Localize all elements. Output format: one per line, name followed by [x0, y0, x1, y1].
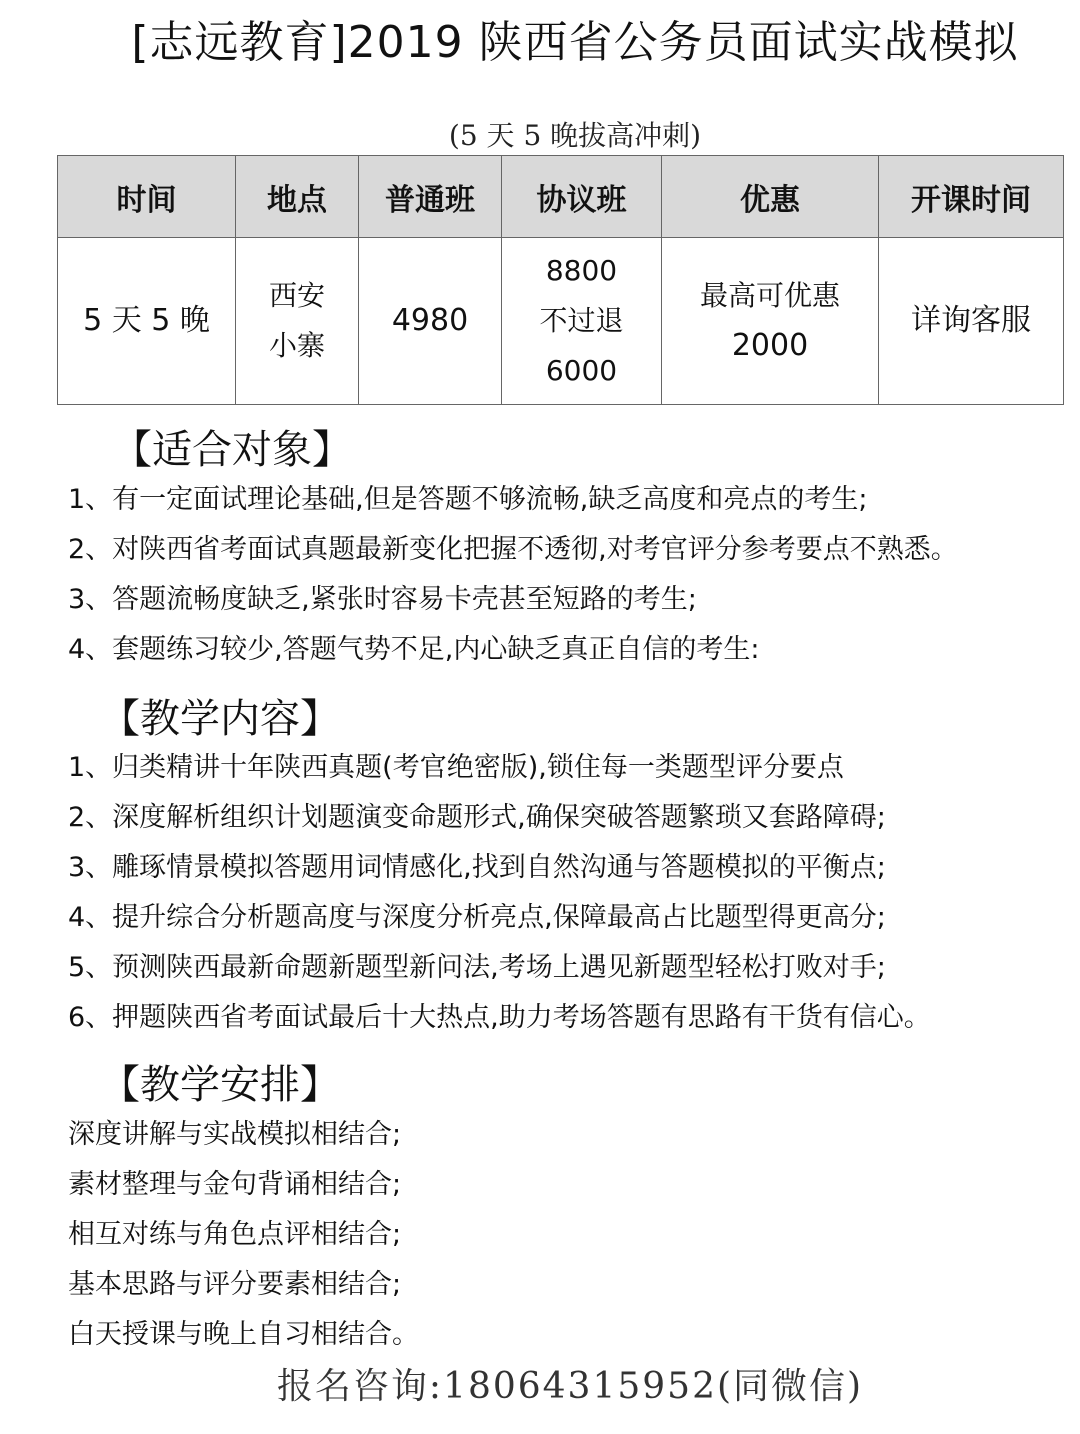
list-item: 4、提升综合分析题高度与深度分析亮点,保障最高占比题型得更高分; [68, 902, 886, 933]
page-title: [志远教育]2019 陕西省公务员面试实战模拟 [131, 17, 1019, 68]
header-discount: 优惠 [662, 156, 879, 238]
list-item: 白天授课与晚上自习相结合。 [68, 1319, 419, 1350]
list-item: 5、预测陕西最新命题新题型新问法,考场上遇见新题型轻松打败对手; [68, 952, 886, 983]
agreement-price: 8800 [545, 254, 618, 287]
list-item: 2、对陕西省考面试真题最新变化把握不透彻,对考官评分参考要点不熟悉。 [68, 534, 958, 565]
cell-location [236, 238, 359, 405]
audience-heading: 【适合对象】 [112, 427, 352, 473]
discount-value: 2000 [731, 328, 809, 363]
list-item: 2、深度解析组织计划题演变命题形式,确保突破答题繁琐又套路障碍; [68, 802, 886, 833]
audience-list [68, 475, 958, 675]
cell-regular-price: 4980 [359, 238, 502, 405]
list-item: 6、押题陕西省考面试最后十大热点,助力考场答题有思路有干货有信心。 [68, 1002, 931, 1033]
arrangement-heading: 【教学安排】 [100, 1062, 340, 1108]
cell-discount [662, 238, 879, 405]
table-header-row [58, 156, 1064, 238]
list-item: 深度讲解与实战模拟相结合; [68, 1119, 402, 1150]
arrangement-list [68, 1110, 419, 1360]
cell-start-time: 详询客服 [879, 238, 1064, 405]
list-item: 相互对练与角色点评相结合; [68, 1219, 402, 1250]
location-city: 西安 [268, 279, 325, 312]
header-agreement-class: 协议班 [502, 156, 662, 238]
location-district: 小寨 [268, 329, 325, 362]
header-regular-class: 普通班 [359, 156, 502, 238]
content-heading: 【教学内容】 [100, 696, 340, 742]
agreement-note: 不过退 [539, 304, 624, 337]
list-item: 1、归类精讲十年陕西真题(考官绝密版),锁住每一类题型评分要点 [68, 752, 844, 783]
header-time: 时间 [58, 156, 236, 238]
list-item: 3、雕琢情景模拟答题用词情感化,找到自然沟通与答题模拟的平衡点; [68, 852, 886, 883]
cell-time: 5 天 5 晚 [58, 238, 236, 405]
list-item: 基本思路与评分要素相结合; [68, 1269, 402, 1300]
list-item: 4、套题练习较少,答题气势不足,内心缺乏真正自信的考生: [68, 634, 760, 665]
list-item: 3、答题流畅度缺乏,紧张时容易卡壳甚至短路的考生; [68, 584, 697, 615]
content-list [68, 743, 931, 1043]
table-row [58, 238, 1064, 405]
list-item: 素材整理与金句背诵相结合; [68, 1169, 402, 1200]
list-item: 1、有一定面试理论基础,但是答题不够流畅,缺乏高度和亮点的考生; [68, 484, 868, 515]
contact-info: 报名咨询:18064315952(同微信) [276, 1366, 864, 1407]
page-subtitle: (5 天 5 晚拔高冲刺) [448, 119, 702, 152]
course-table [57, 155, 1064, 405]
header-start-time: 开课时间 [879, 156, 1064, 238]
header-location: 地点 [236, 156, 359, 238]
agreement-refund: 6000 [545, 354, 618, 387]
discount-label: 最高可优惠 [699, 279, 840, 312]
cell-agreement [502, 238, 662, 405]
